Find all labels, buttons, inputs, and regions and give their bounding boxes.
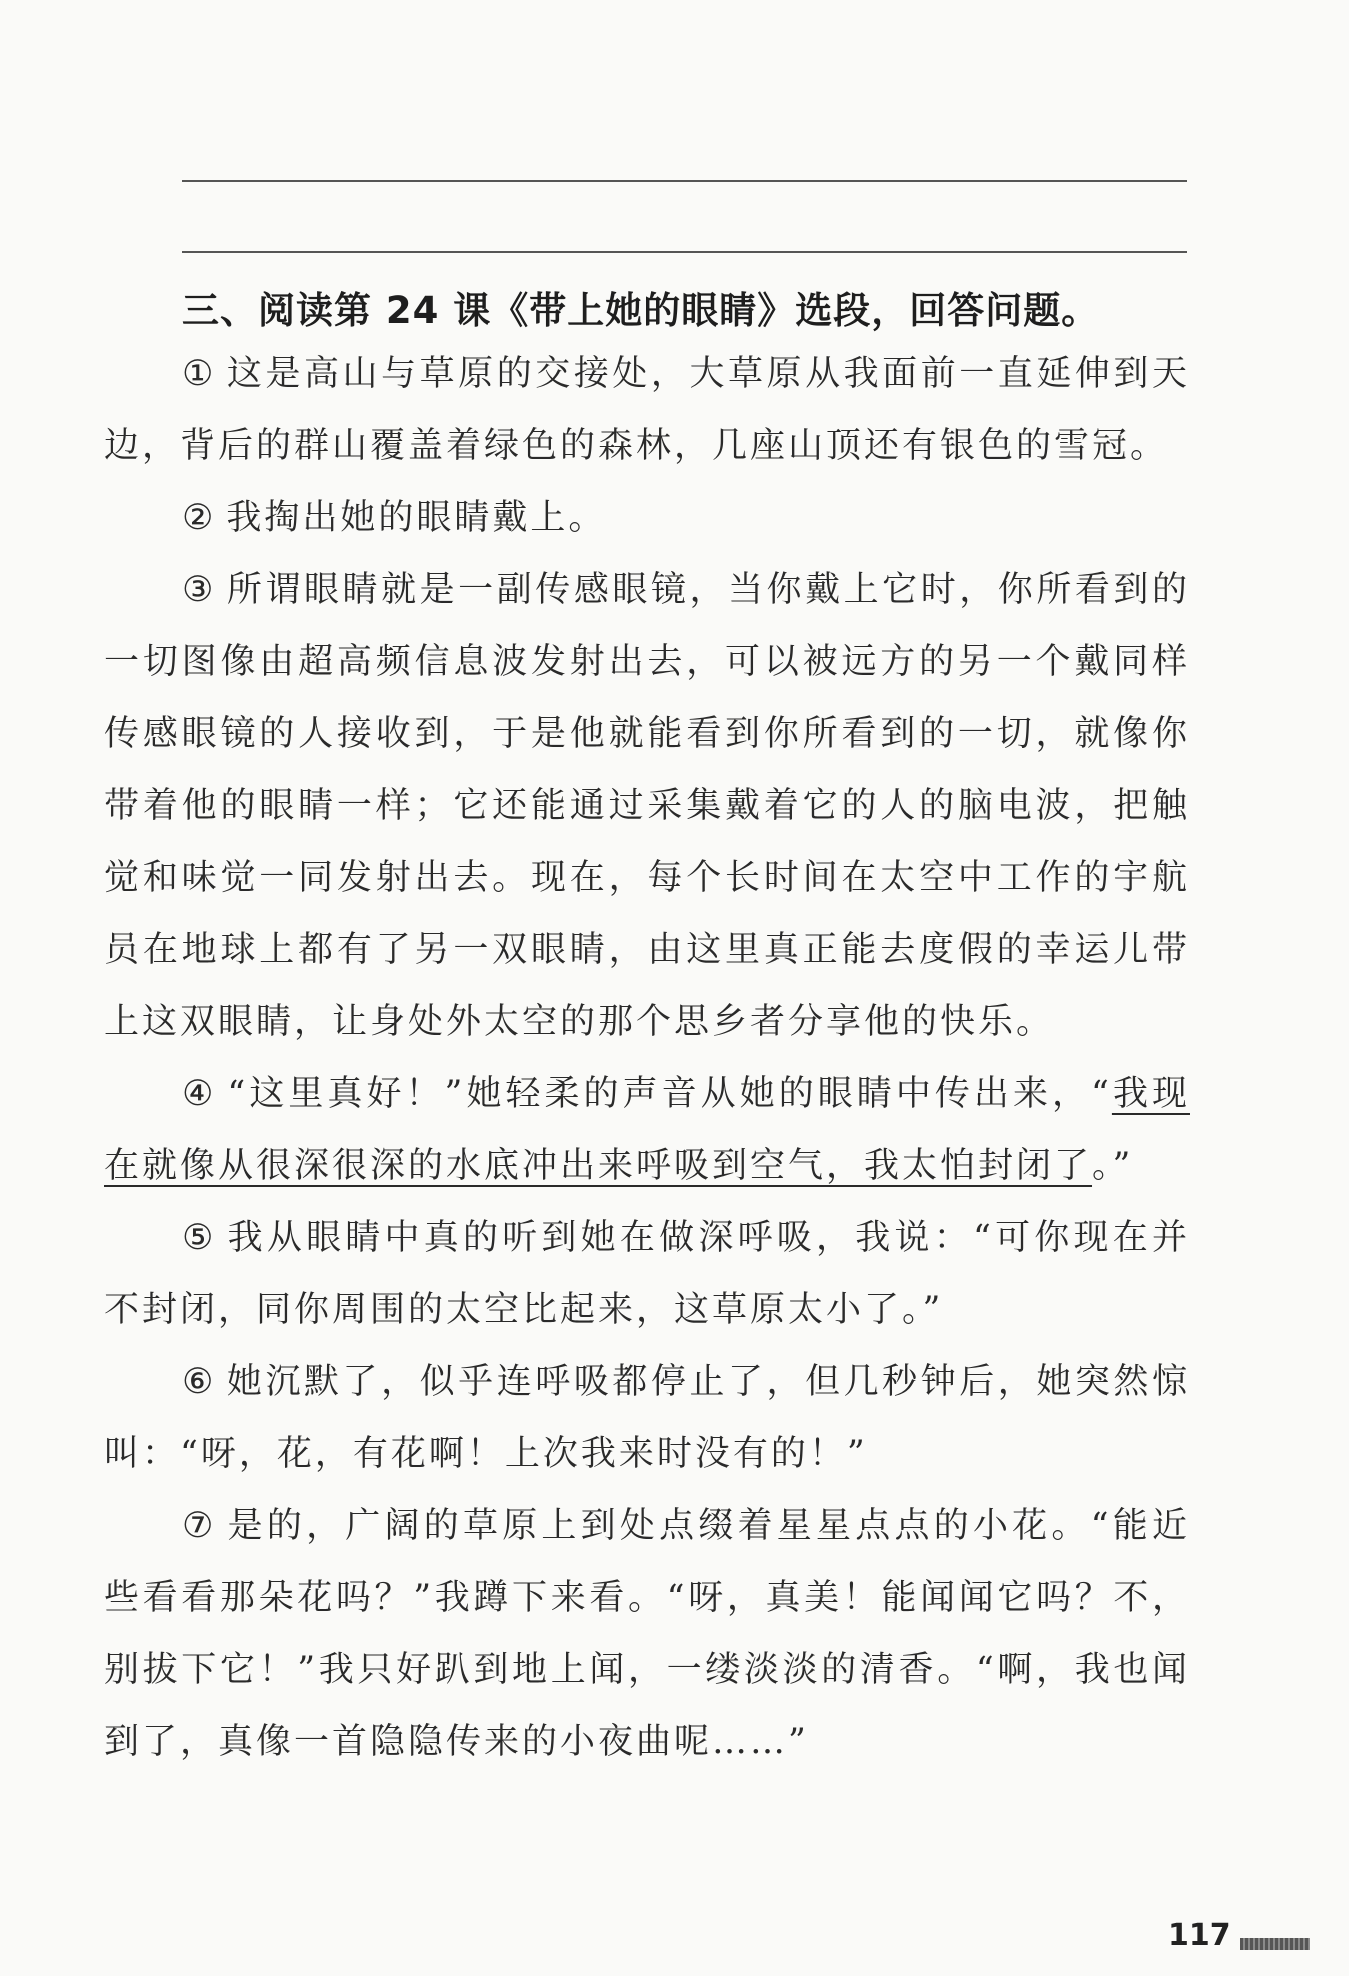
paragraph-number: ② [182, 498, 217, 538]
answer-line-1[interactable] [182, 180, 1187, 182]
paragraph-number: ① [182, 354, 217, 394]
paragraph-text: 我从眼睛中真的听到她在做深呼吸，我说：“可你现在并不封闭，同你周围的太空比起来，这草原太小了。” [104, 1218, 1190, 1330]
paragraph-text: 。” [1092, 1146, 1134, 1186]
paragraph-text: 所谓眼睛就是一副传感眼镜，当你戴上它时，你所看到的一切图像由超高频信息波发射出去，可以被远方的另一个戴同样传感眼镜的人接收到，于是他就能看到你所看到的一切，就像你带着他的眼睛一样；它还能通过采集戴着它的人的脑电波，把触觉和味觉一同发射出去。现在，每个长时间在太空中工作的宇航员在地球上都有了另一双眼睛，由这里真正能去度假的幸运儿带上这双眼睛，让身处外太空的那个思乡者分享他的快乐。 [104, 570, 1190, 1042]
paragraph-text: 我掏出她的眼睛戴上。 [226, 498, 607, 538]
paragraph-text: 是的，广阔的草原上到处点缀着星星点点的小花。“能近些看看那朵花吗？”我蹲下来看。“呀，真美！能闻闻它吗？不，别拔下它！”我只好趴到地上闻，一缕淡淡的清香。“啊，我也闻到了，真像一首隐隐传来的小夜曲呢……” [104, 1506, 1190, 1762]
paragraph-number: ⑤ [182, 1218, 218, 1258]
reading-passage [104, 338, 1190, 1778]
paragraph-number: ⑦ [182, 1506, 218, 1546]
underlined-sentence: 我现在就像从很深很深的水底冲出来呼吸到空气，我太怕封闭了 [104, 1074, 1190, 1186]
page-number: 117 [1168, 1918, 1231, 1953]
paragraph-5 [104, 1202, 1190, 1346]
paragraph-number: ⑥ [182, 1362, 217, 1402]
section-heading: 三、阅读第 24 课《带上她的眼睛》选段，回答问题。 [182, 289, 1100, 332]
paragraph-text: 她沉默了，似乎连呼吸都停止了，但几秒钟后，她突然惊叫：“呀，花，有花啊！上次我来时没有的！” [104, 1362, 1190, 1474]
paragraph-1 [104, 338, 1190, 482]
paragraph-text: “这里真好！”她轻柔的声音从她的眼睛中传出来，“ [227, 1074, 1112, 1114]
paragraph-number: ③ [182, 570, 217, 610]
page-number-bar [1240, 1938, 1310, 1950]
paragraph-2 [104, 482, 1190, 554]
paragraph-6 [104, 1346, 1190, 1490]
paragraph-4 [104, 1058, 1190, 1202]
paragraph-3 [104, 554, 1190, 1058]
paragraph-number: ④ [182, 1074, 218, 1114]
paragraph-text: 这是高山与草原的交接处，大草原从我面前一直延伸到天边，背后的群山覆盖着绿色的森林，几座山顶还有银色的雪冠。 [104, 354, 1190, 466]
paragraph-7 [104, 1490, 1190, 1778]
answer-line-2[interactable] [182, 251, 1187, 253]
